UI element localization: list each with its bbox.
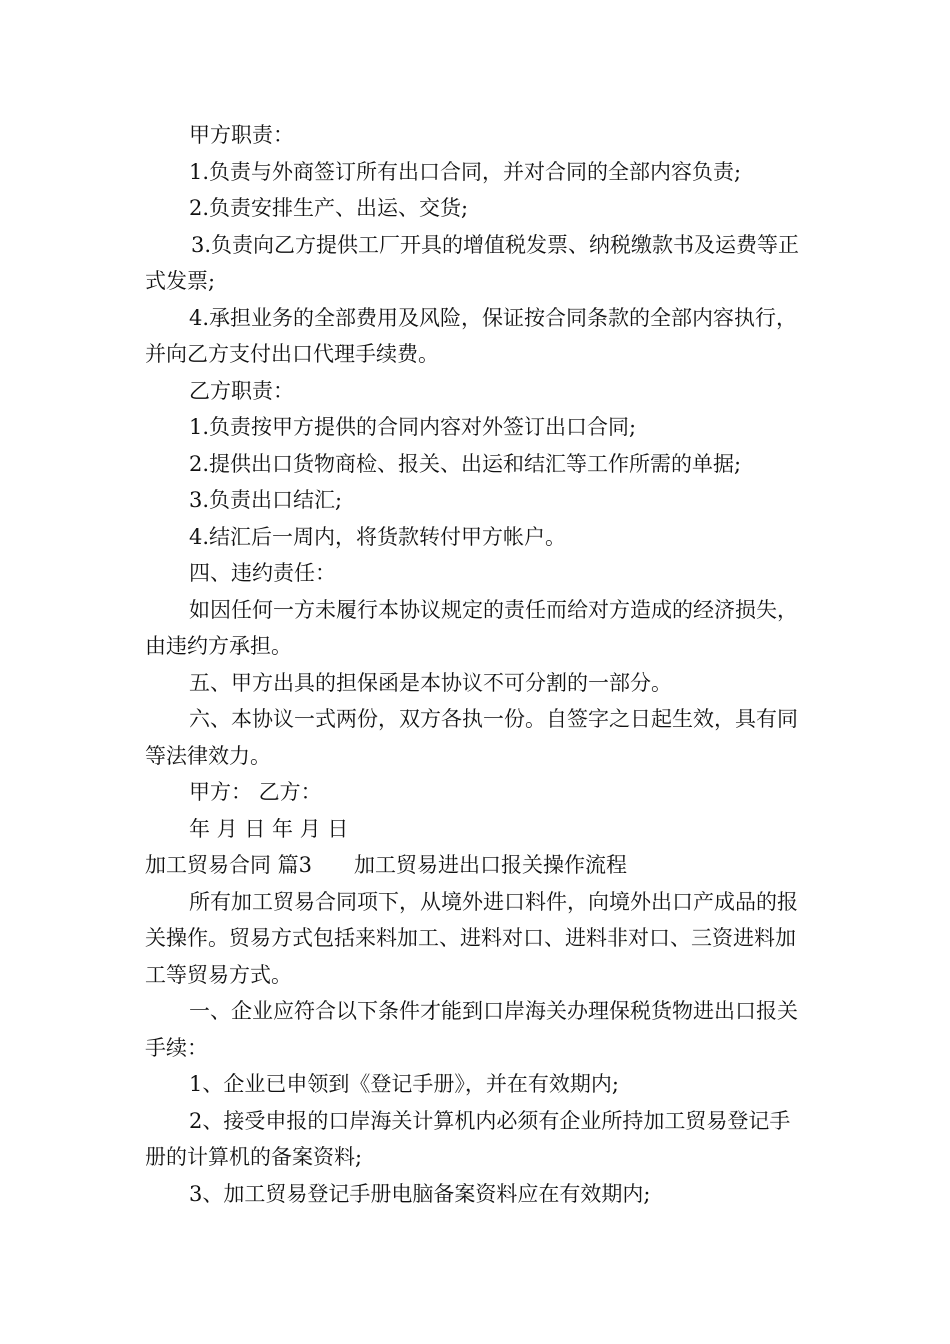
paragraph-party-b-duties-heading: 乙方职责： [189, 378, 294, 403]
paragraph-conditions-heading: 一、企业应符合以下条件才能到口岸海关办理保税货物进出口报关手续： [145, 999, 798, 1060]
paragraph-party-b-duty-4: 4.结汇后一周内，将货款转付甲方帐户。 [189, 524, 567, 549]
paragraph-condition-1: 1、企业已申领到《登记手册》，并在有效期内; [189, 1072, 619, 1096]
paragraph-party-b-duty-2: 2.提供出口货物商检、报关、出运和结汇等工作所需的单据; [189, 451, 742, 476]
document-body [145, 117, 805, 1212]
paragraph-scope: 所有加工贸易合同项下，从境外进口料件，向境外出口产成品的报关操作。贸易方式包括来料加工、进料对口、进料非对口、三资进料加工等贸易方式。 [145, 889, 798, 987]
paragraph-party-a-duty-3: 3.负责向乙方提供工厂开具的增值税发票、纳税缴款书及运费等正式发票; [145, 232, 800, 293]
paragraph-breach-heading: 四、违约责任： [189, 561, 336, 585]
paragraph-party-a-duty-2: 2.负责安排生产、出运、交货; [189, 196, 469, 220]
paragraph-party-a-duty-4: 4.承担业务的全部费用及风险，保证按合同条款的全部内容执行，并向乙方支付出口代理手续费。 [145, 305, 798, 366]
paragraph-copies: 六、本协议一式两份，双方各执一份。自签字之日起生效，具有同等法律效力。 [145, 707, 798, 768]
paragraph-party-b-duty-3: 3.负责出口结汇; [189, 488, 343, 512]
paragraph-guarantee: 五、甲方出具的担保函是本协议不可分割的一部分。 [189, 670, 672, 695]
paragraph-party-b-duty-1: 1.负责按甲方提供的合同内容对外签订出口合同; [189, 415, 637, 439]
paragraph-breach-text: 如因任何一方未履行本协议规定的责任而给对方造成的经济损失，由违约方承担。 [145, 597, 798, 658]
paragraph-signature-dates: 年 月 日 年 月 日 [189, 816, 349, 841]
paragraph-condition-2: 2、接受申报的口岸海关计算机内必须有企业所持加工贸易登记手册的计算机的备案资料; [145, 1108, 791, 1169]
paragraph-party-a-duties-heading: 甲方职责： [189, 123, 294, 147]
paragraph-party-a-duty-1: 1.负责与外商签订所有出口合同，并对合同的全部内容负责; [189, 159, 742, 184]
section-heading: 加工贸易合同 篇3 加工贸易进出口报关操作流程 [145, 853, 628, 877]
paragraph-signature-parties: 甲方： 乙方： [189, 780, 322, 804]
paragraph-condition-3: 3、加工贸易登记手册电脑备案资料应在有效期内; [189, 1181, 651, 1206]
